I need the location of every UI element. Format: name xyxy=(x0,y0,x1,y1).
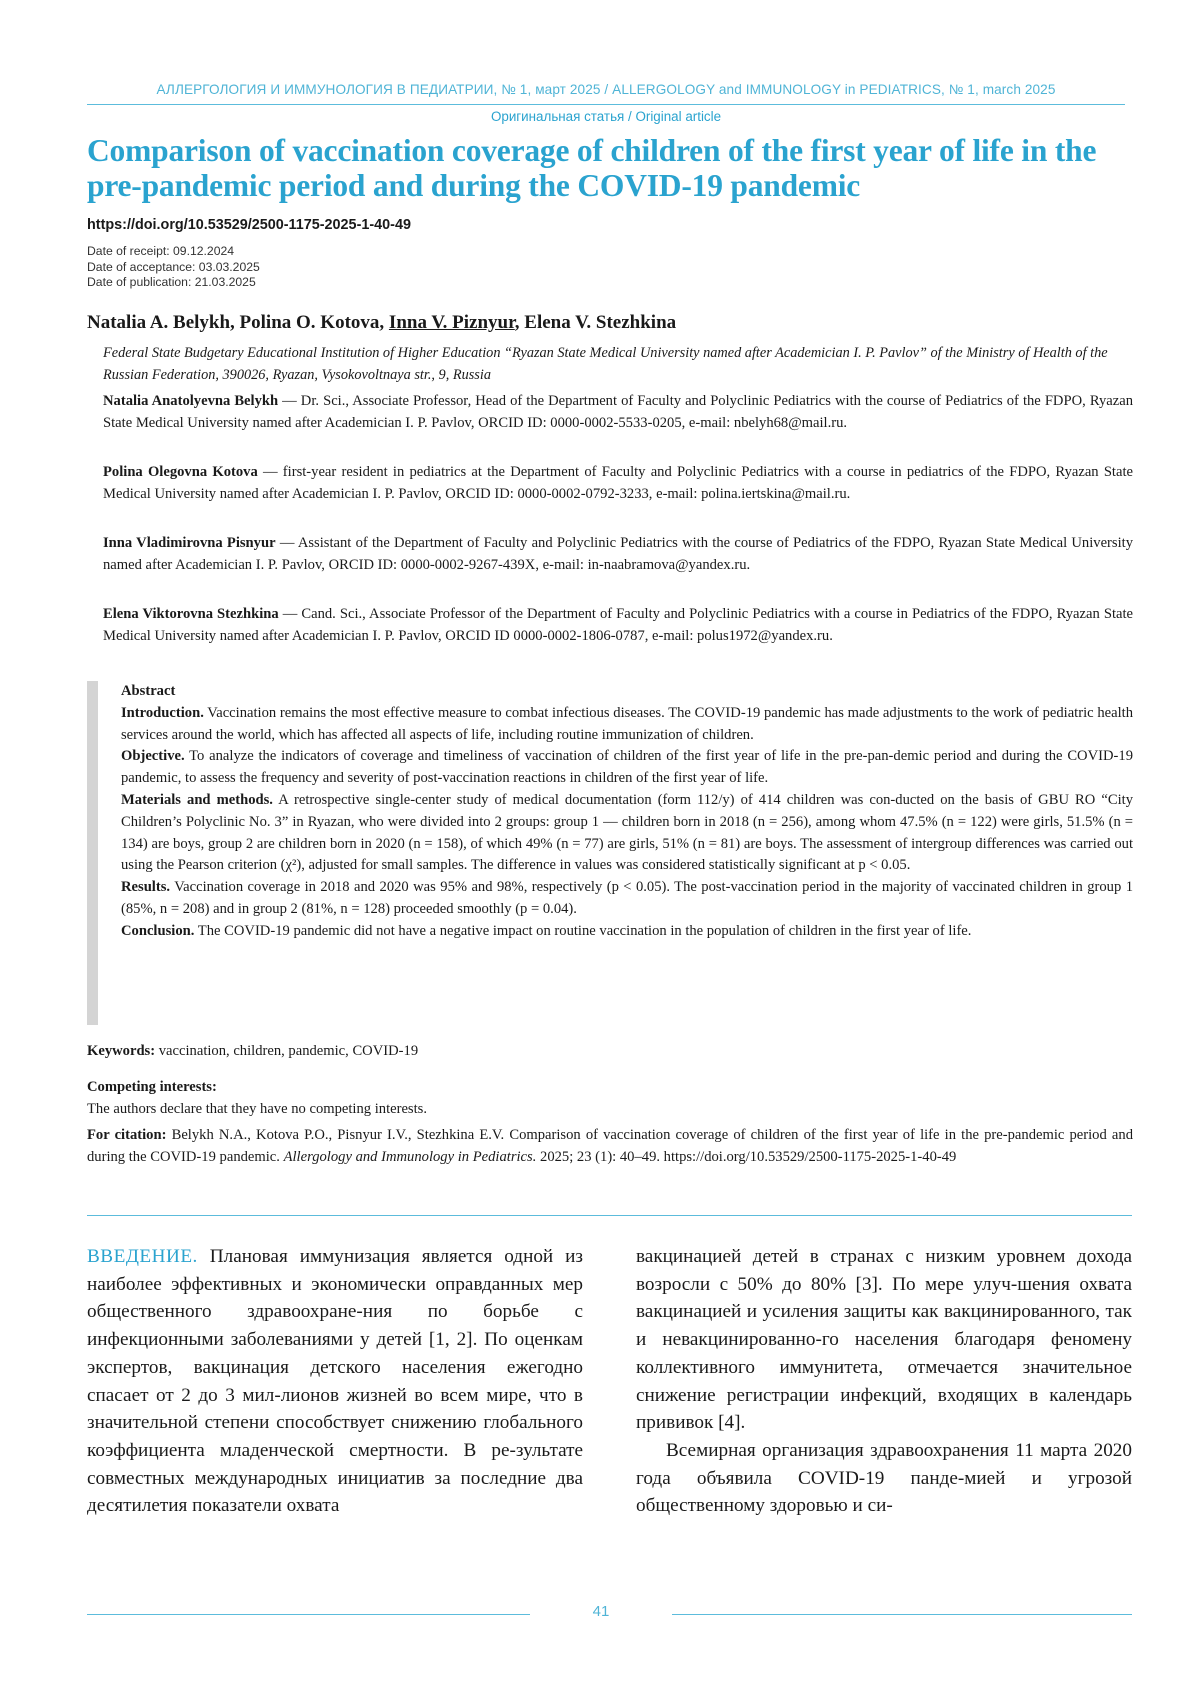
author-list xyxy=(87,312,676,334)
citation xyxy=(87,1125,1133,1169)
body-column-left xyxy=(87,1243,583,1520)
author-info-4 xyxy=(103,604,1133,648)
author-info-text: — first-year resident in pediatrics at the Department of Faculty and Polyclinic Pediatrics with a course in pediatrics of the FDPO, Ryazan State Medical University named after Academician I. P. Pavlov, ORCID ID: 0000-0002-0792-3233, e-mail: polina.iertskina@mail.ru. xyxy=(103,464,1133,502)
author-info-1 xyxy=(103,391,1133,435)
date-of-receipt: Date of receipt: 09.12.2024 xyxy=(87,244,235,258)
authors-part-3: , Elena V. Stezhkina xyxy=(514,312,677,333)
results-label: Results. xyxy=(121,879,171,896)
article-type: Оригинальная статья / Original article xyxy=(490,109,722,124)
conclusion-label: Conclusion. xyxy=(121,922,195,939)
objective-text: To analyze the indicators of coverage and timeliness of vaccination of children of the first year of life in the pre-pan-demic period and during the COVID-19 pandemic, to assess the frequency and severity of post-vaccination reactions in children of the first year of life. xyxy=(121,748,1133,787)
page-number: 41 xyxy=(592,1603,610,1620)
body-left-text: Плановая иммунизация является одной из наиболее эффективных и экономически оправданных мер общественного здравоохране-ния по борьбе с инфекционными заболеваниями у детей [1, 2]. По оценкам экспертов, вакцинация детского населения ежегодно спасает от 2 до 3 мил-лионов жизней во всем мире, что в значительной степени способствует снижению глобального коэффициента младенческой смертности. В ре-зультате совместных международных инициатив за последние два десятилетия показатели охвата xyxy=(87,1246,583,1517)
author-info-text: — Dr. Sci., Associate Professor, Head of the Department of Faculty and Polyclinic Pediatrics with the course of Pediatrics of the FDPO, Ryazan State Medical University named after Academician I. P. Pavlov, ORCID ID: 0000-0002-5533-0205, e-mail: nbelyh68@mail.ru. xyxy=(103,393,1133,431)
methods-label: Materials and methods. xyxy=(121,791,273,808)
author-info-2 xyxy=(103,462,1133,506)
authors-part-1: Natalia A. Belykh, Polina O. Kotova, xyxy=(87,312,389,333)
keywords-label: Keywords: xyxy=(87,1043,156,1059)
header-rule xyxy=(87,104,1125,105)
citation-details: 2025; 23 (1): 40–49. https://doi.org/10.53529/2500-1175-2025-1-40-49 xyxy=(536,1148,957,1165)
date-of-acceptance: Date of acceptance: 03.03.2025 xyxy=(87,259,260,274)
body-right-paragraph-1: вакцинацией детей в странах с низким уровнем дохода возросли с 50% до 80% [3]. По мере улуч-шения охвата вакцинацией и усиления защиты как вакцинированного, так и невакцинированно-го населения благодаря феномену коллективного иммунитета, отмечается значительное снижение регистрации инфекций, входящих в календарь прививок [4]. xyxy=(636,1246,1132,1434)
footer-rule-right xyxy=(672,1614,1132,1615)
keywords xyxy=(87,1041,1133,1063)
author-info-name: Natalia Anatolyevna Belykh xyxy=(103,393,279,409)
results-text: Vaccination coverage in 2018 and 2020 was 95% and 98%, respectively (p < 0.05). The post-vaccination period in the majority of vaccinated children in group 1 (85%, n = 208) and in group 2 (81%, n = 128) proceeded smoothly (p = 0.04). xyxy=(121,879,1133,917)
abstract-block xyxy=(121,681,1133,943)
journal-header: АЛЛЕРГОЛОГИЯ И ИММУНОЛОГИЯ В ПЕДИАТРИИ, № 1, март 2025 / ALLERGOLOGY and IMMUNOLOGY in PEDIATRICS, № 1, march 2025 xyxy=(156,82,1056,97)
abstract-side-bar xyxy=(87,681,98,1025)
affiliation: Federal State Budgetary Educational Institution of Higher Education “Ryazan State Medical University named after Academician I. P. Pavlov” of the Ministry of Health of the Russian Federation, 390026, Ryazan, Vysokovoltnaya str., 9, Russia xyxy=(103,345,1108,383)
author-info-name: Inna Vladimirovna Pisnyur xyxy=(103,535,276,551)
citation-text: Belykh N.A., Kotova P.O., Pisnyur I.V., Stezhkina E.V. Comparison of vaccination coverage of children of the first year of life in the pre-pandemic period and during the COVID-19 pandemic. xyxy=(87,1127,1133,1165)
body-divider xyxy=(87,1215,1132,1216)
author-info-name: Elena Viktorovna Stezhkina xyxy=(103,606,279,622)
doi-link[interactable]: https://doi.org/10.53529/2500-1175-2025-1-40-49 xyxy=(87,217,411,233)
conclusion-text: The COVID-19 pandemic did not have a negative impact on routine vaccination in the population of children in the first year of life. xyxy=(194,922,972,939)
body-right-paragraph-2: Всемирная организация здравоохранения 11 марта 2020 года объявила COVID-19 панде-мией и угрозой общественному здоровью и си- xyxy=(636,1439,1132,1517)
objective-label: Objective. xyxy=(121,748,185,765)
date-of-publication: Date of publication: 21.03.2025 xyxy=(87,275,256,289)
authors-part-2: Inna V. Piznyur xyxy=(388,312,515,333)
introduction-heading: ВВЕДЕНИЕ. xyxy=(87,1246,198,1267)
competing-interests xyxy=(87,1077,1133,1121)
abstract-heading: Abstract xyxy=(121,683,176,699)
body-column-right xyxy=(636,1243,1132,1520)
author-info-text: — Cand. Sci., Associate Professor of the Department of Faculty and Polyclinic Pediatrics with a course in Pediatrics of the FDPO, Ryazan State Medical University named after Academician I. P. Pavlov, ORCID ID 0000-0002-1806-0787, e-mail: polus1972@yandex.ru. xyxy=(103,606,1134,644)
competing-interests-label: Competing interests: xyxy=(87,1079,217,1095)
competing-interests-text: The authors declare that they have no competing interests. xyxy=(87,1100,427,1117)
keywords-text: vaccination, children, pandemic, COVID-19 xyxy=(155,1043,419,1059)
citation-journal: Allergology and Immunology in Pediatrics. xyxy=(283,1148,537,1165)
methods-text: A retrospective single-center study of medical documentation (form 112/y) of 414 children was con-ducted on the basis of GBU RO “City Children’s Polyclinic No. 3” in Ryazan, who were divided into 2 groups: group 1 — children born in 2018 (n = 256), among whom 47.5% (n = 122) were girls, 51.5% (n = 134) are boys, group 2 are children born in 2020 (n = 158), of which 49% (n = 77) are girls, 51% (n = 81) are boys. The assessment of intergroup differences was carried out using the Pearson criterion (χ²), adjusted for small samples. The difference in values was considered statistically significant at p < 0.05. xyxy=(121,791,1133,874)
author-info-text: — Assistant of the Department of Faculty and Polyclinic Pediatrics with the course of Pediatrics of the FDPO, Ryazan State Medical University named after Academician I. P. Pavlov, ORCID ID: 0000-0002-9267-439X, e-mail: in-naabramova@yandex.ru. xyxy=(103,535,1133,573)
article-title: Comparison of vaccination coverage of children of the first year of life in the pre-pandemic period and during the COVID-19 pandemic xyxy=(87,133,1097,203)
introduction-text: Vaccination remains the most effective measure to combat infectious diseases. The COVID-19 pandemic has made adjustments to the work of pediatric health services around the world, which has affected all aspects of life, including routine immunization of children. xyxy=(121,704,1133,743)
introduction-label: Introduction. xyxy=(121,704,204,721)
footer-rule-left xyxy=(87,1614,530,1615)
citation-label: For citation: xyxy=(87,1127,167,1143)
author-info-3 xyxy=(103,533,1133,577)
author-info-name: Polina Olegovna Kotova xyxy=(103,464,258,480)
article-dates xyxy=(87,244,260,291)
